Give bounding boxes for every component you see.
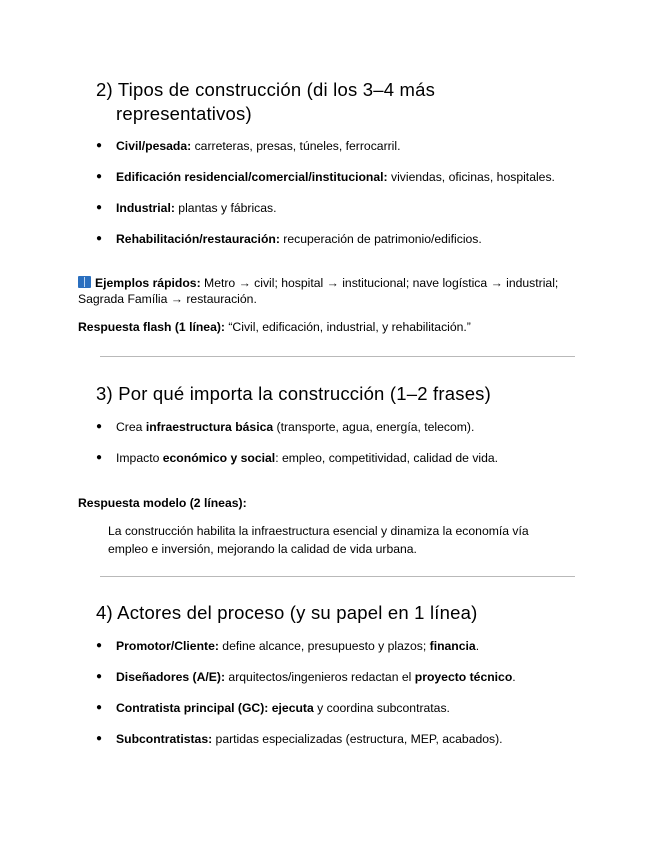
bullet-icon: ● [96,171,103,182]
examples-paragraph [78,275,598,307]
list-item [96,731,616,747]
list-item [96,638,616,654]
item-text: partidas especializadas (estructura, MEP, acabados). [212,732,503,746]
section-3-heading: 3) Por qué importa la construcción (1–2 frases) [96,383,491,404]
section-4-heading: 4) Actores del proceso (y su papel en 1 línea) [96,602,478,623]
item-label: Edificación residencial/comercial/institucional: [116,170,388,184]
list-item [96,200,616,216]
bullet-icon: ● [96,702,103,713]
item-label: Promotor/Cliente: [116,639,219,653]
section-2-heading-line2: representativos) [116,103,252,124]
item-text: carreteras, presas, túneles, ferrocarril. [191,139,401,153]
item-label: Contratista principal (GC): [116,701,269,715]
section-2-heading-line1: 2) Tipos de construcción (di los 3–4 más [96,79,436,100]
item-text: (transporte, agua, energía, telecom). [273,420,475,434]
item-text: viviendas, oficinas, hospitales. [387,170,555,184]
flash-text: “Civil, edificación, industrial, y rehabilitación.” [224,320,471,334]
item-bold: proyecto técnico [414,670,513,684]
bullet-icon: ● [96,421,103,432]
model-line-2: empleo e inversión, mejorando la calidad de vida urbana. [108,542,417,556]
item-text: . [512,670,516,684]
item-text: arquitectos/ingenieros redactan el [225,670,415,684]
examples-text: Metro → civil; hospital → institucional; nave logística → industrial; [200,276,559,290]
item-label: Civil/pesada: [116,139,192,153]
item-text: recuperación de patrimonio/edificios. [279,232,482,246]
model-line-1: La construcción habilita la infraestructura esencial y dinamiza la economía vía [108,524,529,538]
bullet-icon: ● [96,671,103,682]
bullet-icon: ● [96,452,103,463]
item-label: Subcontratistas: [116,732,213,746]
examples-text-cont: Sagrada Família → restauración. [78,292,257,306]
item-text: Impacto [116,451,163,465]
examples-label: Ejemplos rápidos: [95,276,201,290]
item-bold: infraestructura básica [145,420,274,434]
item-label: Diseñadores (A/E): [116,670,226,684]
bullet-icon: ● [96,733,103,744]
item-label: Industrial: [116,201,175,215]
item-bold: financia [429,639,476,653]
section-divider [100,576,575,577]
model-answer-text [108,522,608,558]
item-bold: económico y social [162,451,276,465]
list-item [96,669,616,685]
item-bold: ejecuta [271,701,314,715]
list-item [96,700,616,716]
item-label: Rehabilitación/restauración: [116,232,280,246]
bullet-icon: ● [96,640,103,651]
item-text: Crea [116,420,146,434]
model-label: Respuesta modelo (2 líneas): [78,496,247,510]
bullet-icon: ● [96,202,103,213]
list-item [96,231,616,247]
item-text: y coordina subcontratas. [313,701,450,715]
section-2-list [96,138,616,247]
blue-book-icon [78,276,91,288]
list-item [96,169,616,185]
bullet-icon: ● [96,233,103,244]
flash-label: Respuesta flash (1 línea): [78,320,225,334]
item-text: define alcance, presupuesto y plazos; [218,639,430,653]
item-text: plantas y fábricas. [174,201,277,215]
section-divider [100,356,575,357]
list-item [96,138,616,154]
item-text: : empleo, competitividad, calidad de vida. [275,451,499,465]
list-item [96,419,616,435]
flash-answer [78,319,598,335]
bullet-icon: ● [96,140,103,151]
section-4-list [96,638,616,747]
list-item [96,450,616,466]
section-2-heading [96,78,616,126]
model-answer-label [78,495,598,511]
item-text: . [475,639,480,653]
section-3-list [96,419,616,466]
